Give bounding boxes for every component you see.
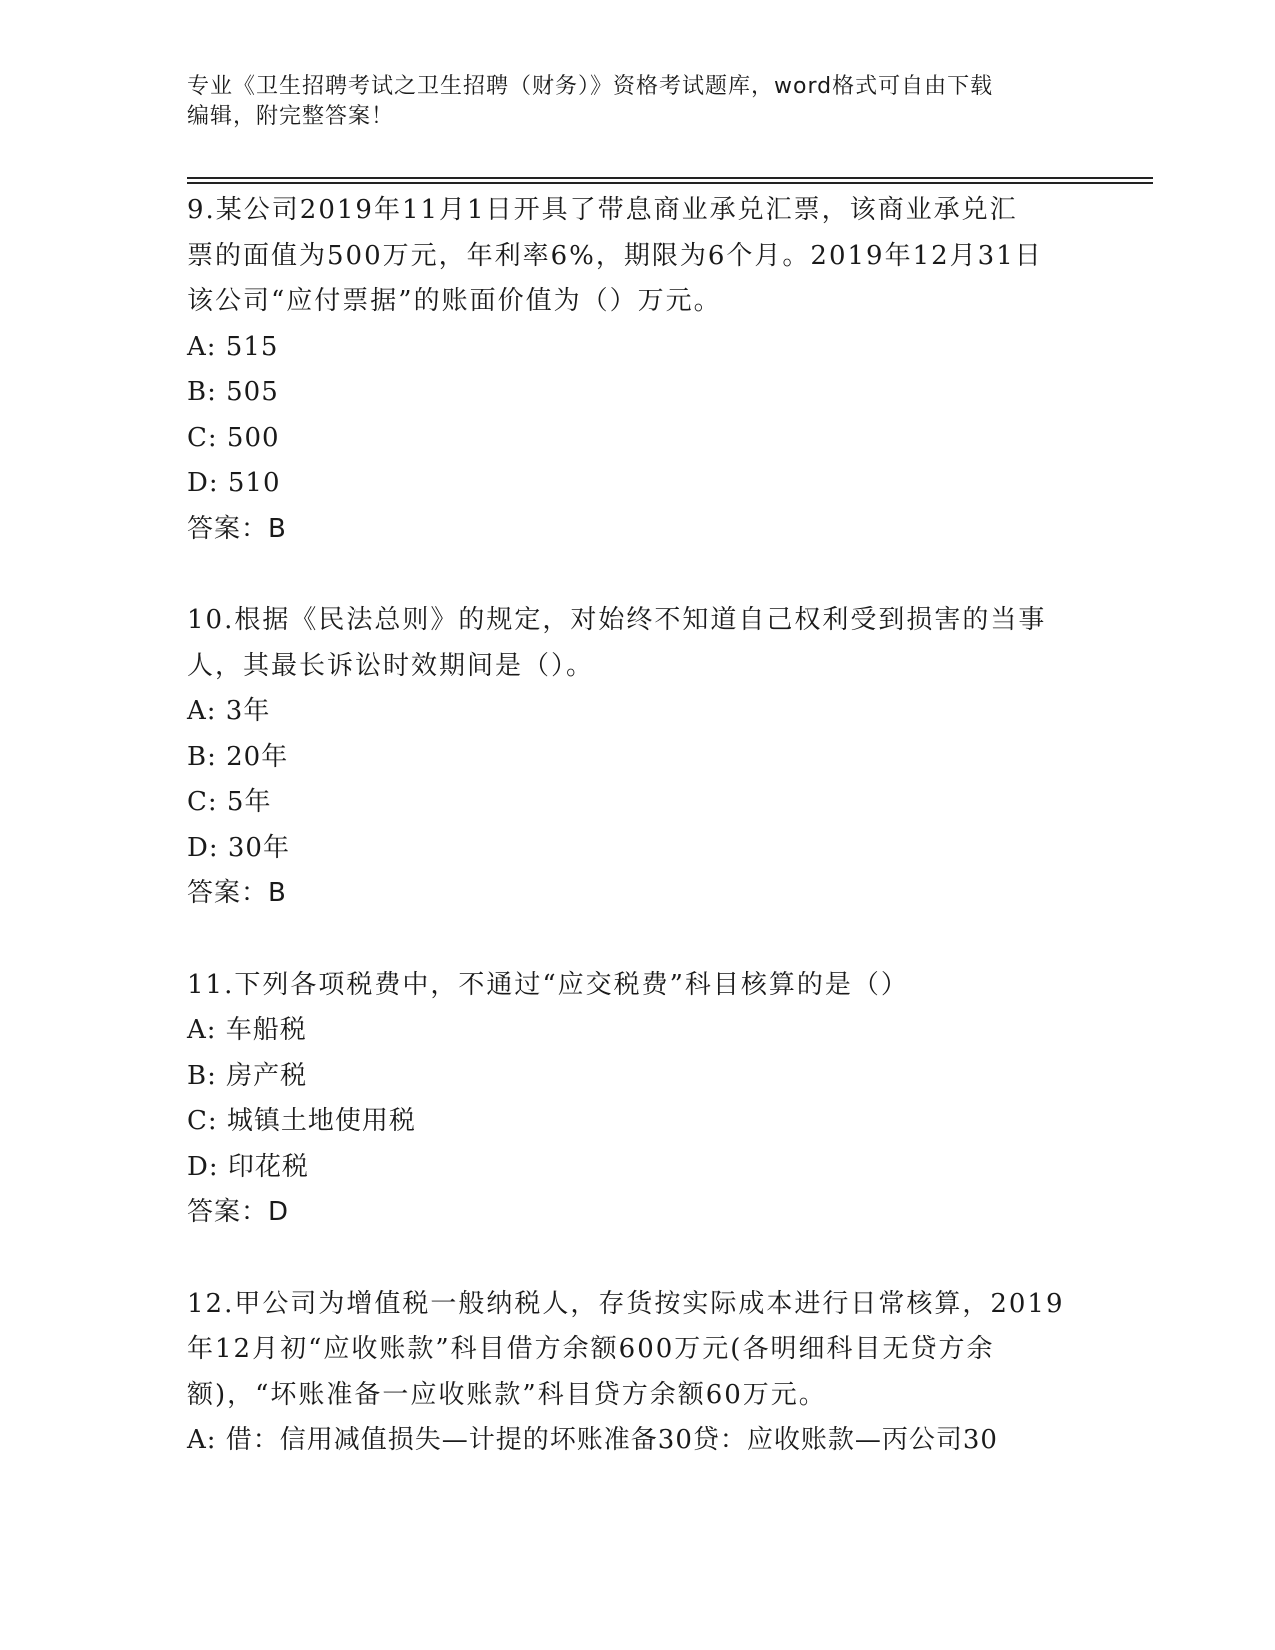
header-line-2: 编辑，附完整答案！	[187, 104, 395, 129]
option-a: A: 借：信用减值损失—计提的坏账准备30贷：应收账款—丙公司30	[187, 1425, 998, 1455]
answer: 答案：B	[187, 878, 287, 908]
question-stem-line: 11.下列各项税费中，不通过“应交税费”科目核算的是（）	[187, 969, 909, 1000]
option-a: A: 车船税	[187, 1015, 307, 1045]
question-12	[187, 1282, 1087, 1464]
option-d: D: 印花税	[187, 1151, 309, 1182]
option-d: D: 510	[187, 468, 281, 498]
question-spacer	[187, 552, 1087, 598]
option-c: C: 500	[187, 422, 280, 453]
question-spacer	[187, 917, 1087, 963]
question-9	[187, 188, 1087, 552]
option-b: B: 20年	[187, 741, 289, 772]
question-stem-line: 人，其最长诉讼时效期间是（）。	[187, 650, 595, 681]
header-line-1: 专业《卫生招聘考试之卫生招聘（财务）》资格考试题库，word格式可自由下载	[187, 74, 994, 99]
option-c: C: 城镇土地使用税	[187, 1106, 416, 1136]
option-d: D: 30年	[187, 832, 290, 863]
question-11	[187, 963, 1087, 1236]
question-10	[187, 598, 1087, 917]
option-b: B: 505	[187, 377, 279, 407]
header-divider-bottom	[187, 182, 1153, 184]
question-stem-line: 票的面值为500万元，年利率6%，期限为6个月。2019年12月31日	[187, 240, 1043, 271]
question-stem-line: 年12月初“应收账款”科目借方余额600万元(各明细科目无贷方余	[187, 1334, 995, 1364]
answer: 答案：D	[187, 1197, 290, 1227]
question-stem-line: 该公司“应付票据”的账面价值为（）万元。	[187, 286, 722, 316]
option-a: A: 3年	[187, 696, 271, 726]
option-a: A: 515	[187, 331, 279, 362]
header-divider-top	[187, 177, 1153, 179]
question-stem-line: 10.根据《民法总则》的规定，对始终不知道自己权利受到损害的当事	[187, 605, 1047, 635]
option-c: C: 5年	[187, 787, 272, 817]
question-stem-line: 12.甲公司为增值税一般纳税人，存货按实际成本进行日常核算，2019	[187, 1288, 1065, 1319]
question-list	[187, 188, 1087, 1464]
question-stem-line: 9.某公司2019年11月1日开具了带息商业承兑汇票，该商业承兑汇	[187, 195, 1018, 225]
document-header	[187, 72, 1067, 132]
question-spacer	[187, 1236, 1087, 1282]
answer: 答案：B	[187, 513, 287, 544]
question-stem-line: 额)，“坏账准备一应收账款”科目贷方余额60万元。	[187, 1379, 827, 1410]
option-b: B: 房产税	[187, 1060, 308, 1091]
